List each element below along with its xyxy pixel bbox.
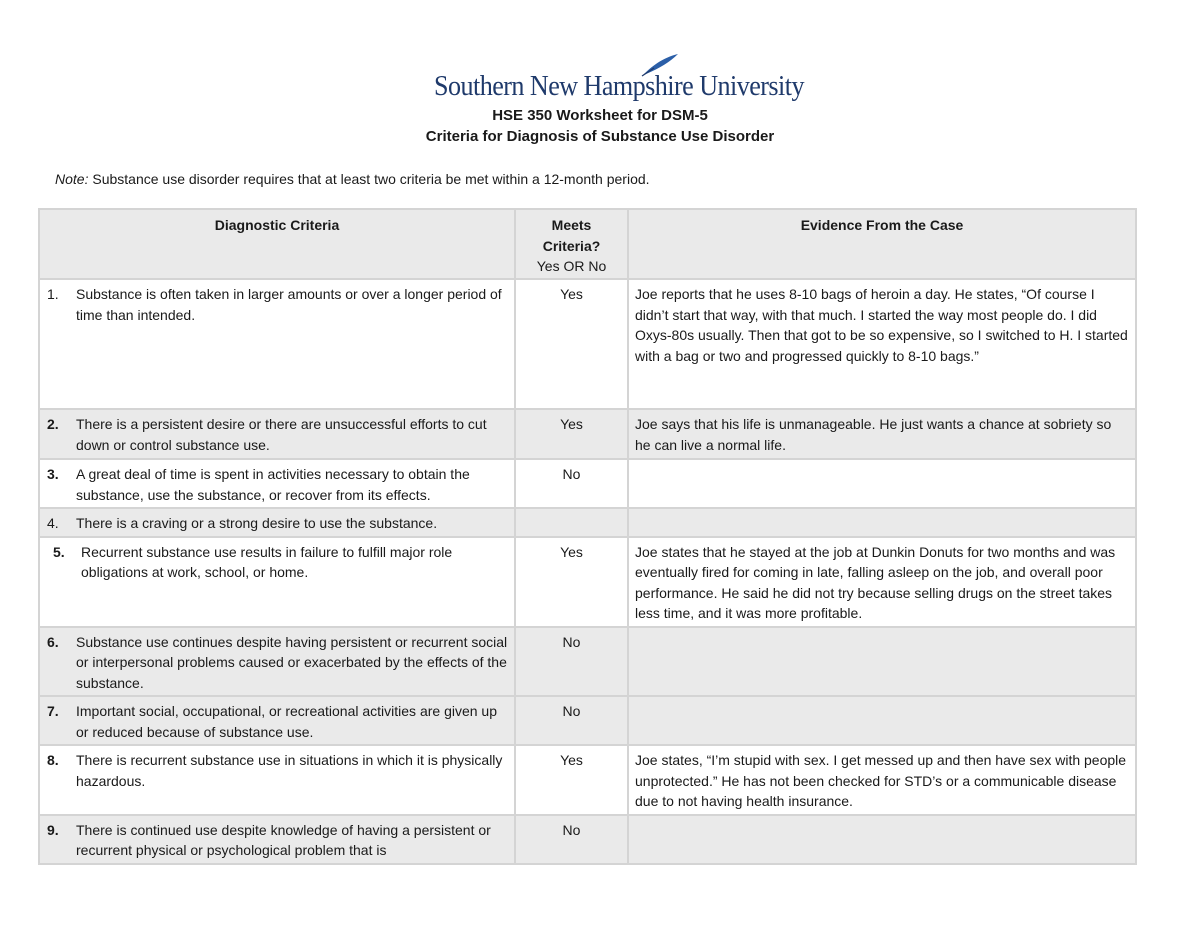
criterion-number: 2.: [47, 416, 59, 432]
meets-cell: Yes: [515, 537, 628, 627]
criterion-cell: [39, 537, 515, 627]
evidence-cell: Joe says that his life is unmanageable. He just wants a chance at sobriety so he can live a normal life.: [628, 409, 1136, 459]
criterion-number: 1.: [47, 286, 59, 302]
meets-cell: [515, 508, 628, 537]
table-row: [39, 508, 1136, 537]
criterion-cell: [39, 696, 515, 745]
criterion-cell: [39, 815, 515, 864]
meets-cell: No: [515, 696, 628, 745]
criterion-text: There is recurrent substance use in situations in which it is physically hazardous.: [76, 752, 503, 789]
header-meets: [515, 209, 628, 279]
table-row: [39, 627, 1136, 697]
evidence-cell: Joe states, “I’m stupid with sex. I get messed up and then have sex with people unprotected.” He has not been checked for STD’s or a communicable disease due to not having health insurance.: [628, 745, 1136, 815]
evidence-cell: Joe reports that he uses 8-10 bags of heroin a day. He states, “Of course I didn’t start that way, with that much. I started the way most people do. I did Oxys-80s usually. Then that got to be so expensive, so I switched to H. I started with a bag or two and progressed quickly to 8-10 bags.”: [628, 279, 1136, 409]
note-label: Note:: [55, 171, 89, 187]
meets-cell: No: [515, 627, 628, 697]
table-row: [39, 537, 1136, 627]
criterion-cell: [39, 279, 515, 409]
criterion-number: 5.: [53, 543, 65, 560]
evidence-cell: [628, 508, 1136, 537]
criterion-text: Important social, occupational, or recreational activities are given up or reduced because of substance use.: [76, 703, 497, 740]
criterion-cell: [39, 627, 515, 697]
evidence-cell: [628, 459, 1136, 508]
evidence-cell: [628, 627, 1136, 697]
criterion-number: 3.: [47, 466, 59, 482]
header-meets-line3: Yes OR No: [536, 258, 607, 274]
table-row: [39, 745, 1136, 815]
meets-cell: No: [515, 815, 628, 864]
page-title: HSE 350 Worksheet for DSM-5: [492, 107, 708, 124]
header-criteria: Diagnostic Criteria: [39, 209, 515, 279]
criterion-number: 8.: [47, 752, 59, 768]
table-row: [39, 815, 1136, 864]
note: [55, 171, 650, 187]
header-meets-line1: Meets: [551, 217, 592, 233]
criterion-number: 6.: [47, 633, 59, 650]
table-row: [39, 409, 1136, 459]
header-evidence: Evidence From the Case: [628, 209, 1136, 279]
meets-cell: Yes: [515, 745, 628, 815]
criterion-number: 9.: [47, 821, 59, 838]
meets-cell: No: [515, 459, 628, 508]
evidence-cell: [628, 815, 1136, 864]
note-text: Substance use disorder requires that at least two criteria be met within a 12-month period.: [88, 171, 650, 187]
page-subtitle: Criteria for Diagnosis of Substance Use Disorder: [425, 128, 775, 145]
criterion-cell: [39, 745, 515, 815]
criterion-text: Recurrent substance use results in failure to fulfill major role obligations at work, school, or home.: [81, 543, 453, 580]
meets-cell: Yes: [515, 279, 628, 409]
criterion-text: There is a craving or a strong desire to use the substance.: [76, 515, 438, 531]
criterion-number: 4.: [47, 515, 59, 531]
criterion-text: A great deal of time is spent in activities necessary to obtain the substance, use the substance, or recover from its effects.: [76, 466, 470, 503]
criterion-text: Substance is often taken in larger amounts or over a longer period of time than intended.: [76, 286, 502, 323]
criterion-cell: [39, 508, 515, 537]
table-row: [39, 279, 1136, 409]
criterion-number: 7.: [47, 703, 59, 719]
table-row: [39, 696, 1136, 745]
criterion-cell: [39, 459, 515, 508]
table-row: [39, 459, 1136, 508]
meets-cell: Yes: [515, 409, 628, 459]
criteria-table: [38, 208, 1137, 865]
criterion-text: There is continued use despite knowledge of having a persistent or recurrent physical or psychological problem that is: [76, 821, 491, 858]
criterion-text: There is a persistent desire or there are unsuccessful efforts to cut down or control substance use.: [76, 416, 487, 453]
logo-text: Southern New Hampshire University: [434, 70, 804, 102]
criterion-text: Substance use continues despite having persistent or recurrent social or interpersonal problems caused or exacerbated by the effects of the substance.: [76, 633, 508, 691]
table-header-row: [39, 209, 1136, 279]
university-logo: [434, 52, 804, 104]
evidence-cell: Joe states that he stayed at the job at Dunkin Donuts for two months and was eventually fired for coming in late, falling asleep on the job, and overall poor performance. He said he did not try because selling drugs on the street takes less time, and it was more profitable.: [628, 537, 1136, 627]
evidence-cell: [628, 696, 1136, 745]
criterion-cell: [39, 409, 515, 459]
header-meets-line2: Criteria?: [542, 237, 601, 254]
